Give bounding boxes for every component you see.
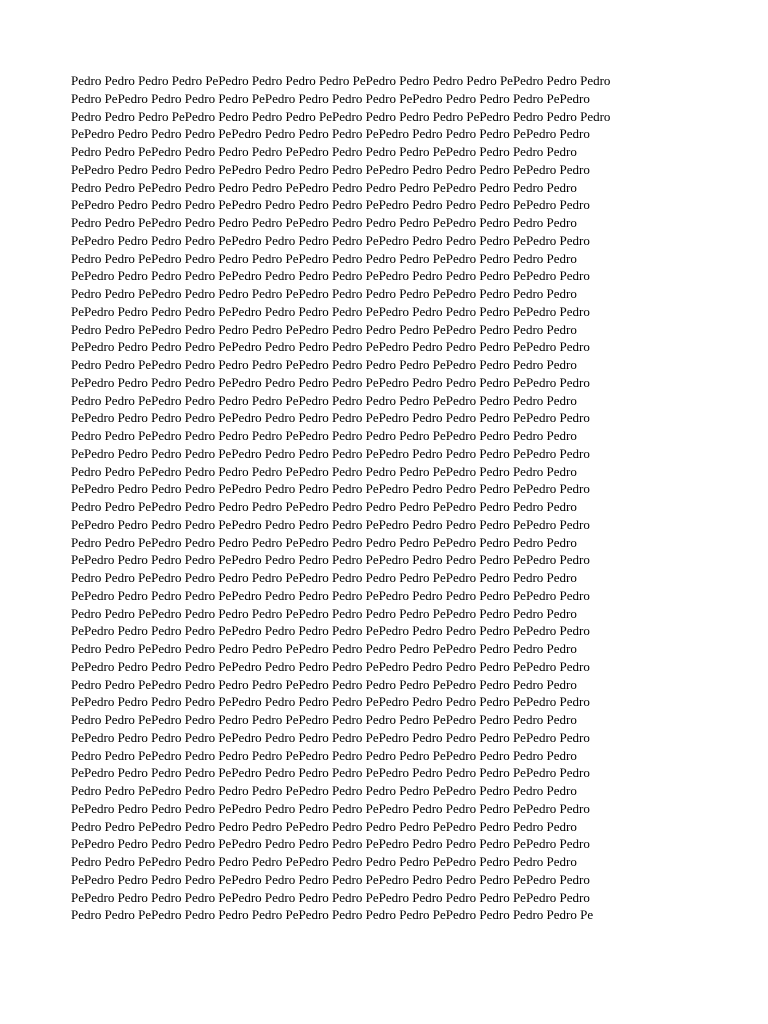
text-line: PePedro Pedro Pedro Pedro PePedro Pedro Pedro Pedro PePedro Pedro Pedro Pedro PePedro Pedro [71,889,590,905]
text-line: PePedro Pedro Pedro Pedro PePedro Pedro Pedro Pedro PePedro Pedro Pedro Pedro PePedro Pedro [71,516,590,532]
text-line: PePedro Pedro Pedro Pedro PePedro Pedro Pedro Pedro PePedro Pedro Pedro Pedro PePedro Pedro [71,658,590,674]
text-line: Pedro Pedro PePedro Pedro Pedro Pedro PePedro Pedro Pedro Pedro PePedro Pedro Pedro Pedro [71,570,577,585]
text-line: Pedro Pedro PePedro Pedro Pedro Pedro PePedro Pedro Pedro Pedro PePedro Pedro Pedro Pedro [71,712,577,727]
text-line: Pedro Pedro PePedro Pedro Pedro Pedro PePedro Pedro Pedro Pedro PePedro Pedro Pedro Pedro [71,499,577,514]
text-line: Pedro Pedro PePedro Pedro Pedro Pedro PePedro Pedro Pedro Pedro PePedro Pedro Pedro Pedro [71,357,577,372]
text-line: Pedro Pedro PePedro Pedro Pedro Pedro PePedro Pedro Pedro Pedro PePedro Pedro Pedro Pedro [71,428,577,443]
text-line: PePedro Pedro Pedro Pedro PePedro Pedro Pedro Pedro PePedro Pedro Pedro Pedro PePedro Pedro [71,481,590,497]
text-line: Pedro Pedro PePedro Pedro Pedro Pedro PePedro Pedro Pedro Pedro PePedro Pedro Pedro Pedro [71,392,577,408]
text-line: PePedro Pedro Pedro Pedro PePedro Pedro Pedro Pedro PePedro Pedro Pedro Pedro PePedro Pedro [71,161,590,177]
text-line: Pedro Pedro PePedro Pedro Pedro Pedro PePedro Pedro Pedro Pedro PePedro Pedro Pedro Pedro [71,215,577,230]
text-line: PePedro Pedro Pedro Pedro PePedro Pedro Pedro Pedro PePedro Pedro Pedro Pedro PePedro Pedro [71,232,590,248]
text-line: Pedro Pedro PePedro Pedro Pedro Pedro PePedro Pedro Pedro Pedro PePedro Pedro Pedro Pedro [71,676,577,692]
text-line: PePedro Pedro Pedro Pedro PePedro Pedro Pedro Pedro PePedro Pedro Pedro Pedro PePedro Pedro [71,374,590,390]
text-line: PePedro Pedro Pedro Pedro PePedro Pedro Pedro Pedro PePedro Pedro Pedro Pedro PePedro Pedro [71,623,590,639]
text-line: PePedro Pedro Pedro Pedro PePedro Pedro Pedro Pedro PePedro Pedro Pedro Pedro PePedro Pedro [71,765,590,781]
text-line: PePedro Pedro Pedro Pedro PePedro Pedro Pedro Pedro PePedro Pedro Pedro Pedro PePedro Pedro [71,871,590,887]
document-text-body [71,72,711,924]
text-line: PePedro Pedro Pedro Pedro PePedro Pedro Pedro Pedro PePedro Pedro Pedro Pedro PePedro Pedro [71,587,590,603]
text-line: PePedro Pedro Pedro Pedro PePedro Pedro Pedro Pedro PePedro Pedro Pedro Pedro PePedro Pedro [71,800,590,816]
text-line: Pedro Pedro PePedro Pedro Pedro Pedro PePedro Pedro Pedro Pedro PePedro Pedro Pedro Pedro [71,783,577,798]
text-line: PePedro Pedro Pedro Pedro PePedro Pedro Pedro Pedro PePedro Pedro Pedro Pedro PePedro Pedro [71,339,590,355]
text-line: PePedro Pedro Pedro Pedro PePedro Pedro Pedro Pedro PePedro Pedro Pedro Pedro PePedro Pedro [71,410,590,426]
text-line: Pedro Pedro Pedro Pedro PePedro Pedro Pedro Pedro PePedro Pedro Pedro Pedro PePedro Pedro Pedro [71,73,611,88]
text-line: PePedro Pedro Pedro Pedro PePedro Pedro Pedro Pedro PePedro Pedro Pedro Pedro PePedro Pedro [71,836,590,852]
text-line: Pedro Pedro PePedro Pedro Pedro Pedro PePedro Pedro Pedro Pedro PePedro Pedro Pedro Pedro [71,818,577,834]
text-line: Pedro Pedro Pedro PePedro Pedro Pedro Pedro PePedro Pedro Pedro Pedro PePedro Pedro Pedro Pedro [71,108,611,124]
text-line: Pedro Pedro PePedro Pedro Pedro Pedro PePedro Pedro Pedro Pedro PePedro Pedro Pedro Pedro Pe [71,907,594,923]
text-line: Pedro Pedro PePedro Pedro Pedro Pedro PePedro Pedro Pedro Pedro PePedro Pedro Pedro Pedro [71,286,577,301]
text-line: Pedro Pedro PePedro Pedro Pedro Pedro PePedro Pedro Pedro Pedro PePedro Pedro Pedro Pedro [71,250,577,266]
text-line: PePedro Pedro Pedro Pedro PePedro Pedro Pedro Pedro PePedro Pedro Pedro Pedro PePedro Pedro [71,694,590,710]
text-line: PePedro Pedro Pedro Pedro PePedro Pedro Pedro Pedro PePedro Pedro Pedro Pedro PePedro Pedro [71,126,590,142]
text-line: PePedro Pedro Pedro Pedro PePedro Pedro Pedro Pedro PePedro Pedro Pedro Pedro PePedro Pedro [71,729,590,745]
text-line: Pedro Pedro PePedro Pedro Pedro Pedro PePedro Pedro Pedro Pedro PePedro Pedro Pedro Pedro [71,605,577,621]
text-line: Pedro Pedro PePedro Pedro Pedro Pedro PePedro Pedro Pedro Pedro PePedro Pedro Pedro Pedro [71,144,577,159]
text-line: Pedro Pedro PePedro Pedro Pedro Pedro PePedro Pedro Pedro Pedro PePedro Pedro Pedro Pedro [71,854,577,869]
text-line: PePedro Pedro Pedro Pedro PePedro Pedro Pedro Pedro PePedro Pedro Pedro Pedro PePedro Pedro [71,303,590,319]
text-line: PePedro Pedro Pedro Pedro PePedro Pedro Pedro Pedro PePedro Pedro Pedro Pedro PePedro Pedro [71,197,590,213]
text-line: Pedro Pedro PePedro Pedro Pedro Pedro PePedro Pedro Pedro Pedro PePedro Pedro Pedro Pedro [71,747,577,763]
text-line: PePedro Pedro Pedro Pedro PePedro Pedro Pedro Pedro PePedro Pedro Pedro Pedro PePedro Pedro [71,445,590,461]
text-line: Pedro Pedro PePedro Pedro Pedro Pedro PePedro Pedro Pedro Pedro PePedro Pedro Pedro Pedro [71,463,577,479]
text-line: Pedro Pedro PePedro Pedro Pedro Pedro PePedro Pedro Pedro Pedro PePedro Pedro Pedro Pedro [71,641,577,656]
text-line: Pedro Pedro PePedro Pedro Pedro Pedro PePedro Pedro Pedro Pedro PePedro Pedro Pedro Pedro [71,534,577,550]
text-line: Pedro PePedro Pedro Pedro Pedro PePedro Pedro Pedro Pedro PePedro Pedro Pedro Pedro PePedro [71,90,590,106]
text-line: Pedro Pedro PePedro Pedro Pedro Pedro PePedro Pedro Pedro Pedro PePedro Pedro Pedro Pedro [71,179,577,195]
text-line: PePedro Pedro Pedro Pedro PePedro Pedro Pedro Pedro PePedro Pedro Pedro Pedro PePedro Pedro [71,268,590,284]
text-line: Pedro Pedro PePedro Pedro Pedro Pedro PePedro Pedro Pedro Pedro PePedro Pedro Pedro Pedro [71,321,577,337]
text-line: PePedro Pedro Pedro Pedro PePedro Pedro Pedro Pedro PePedro Pedro Pedro Pedro PePedro Pedro [71,552,590,568]
